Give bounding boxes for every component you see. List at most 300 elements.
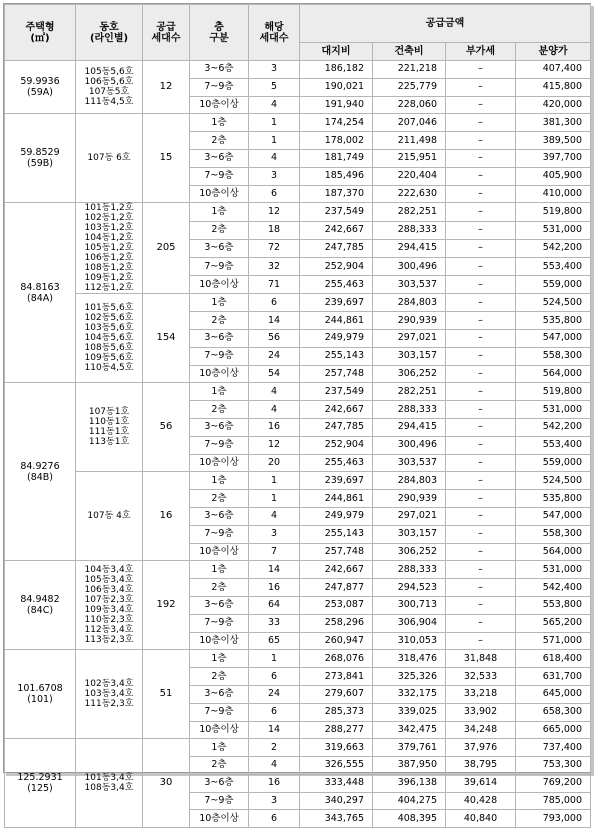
building-price-cell: 404,275 bbox=[373, 792, 446, 810]
vat-cell: – bbox=[446, 276, 516, 294]
building-price-cell: 288,333 bbox=[373, 401, 446, 419]
type-line: (59A) bbox=[27, 87, 53, 99]
table-row bbox=[5, 383, 591, 401]
building-line: 103동3,4호 bbox=[84, 689, 134, 700]
vat-cell: 33,218 bbox=[446, 685, 516, 703]
building-line: 103동1,2호 bbox=[84, 223, 134, 234]
building-price-cell: 408,395 bbox=[373, 810, 446, 828]
building-line: 109동5,6호 bbox=[84, 353, 134, 364]
supply-units-cell: 154 bbox=[143, 294, 190, 383]
building-price-cell: 342,475 bbox=[373, 721, 446, 739]
building-line: 113동1호 bbox=[88, 437, 130, 448]
land-price-cell: 247,877 bbox=[300, 579, 373, 597]
floor-cell: 1층 bbox=[190, 739, 249, 757]
land-price-cell: 340,297 bbox=[300, 792, 373, 810]
header-floor: 층 구분 bbox=[190, 5, 249, 61]
sale-price-cell: 559,000 bbox=[516, 454, 591, 472]
sale-price-cell: 397,700 bbox=[516, 149, 591, 167]
type-cell bbox=[5, 561, 76, 650]
building-line: 105동1,2호 bbox=[84, 243, 134, 254]
floor-cell: 3~6층 bbox=[190, 774, 249, 792]
sale-price-cell: 410,000 bbox=[516, 185, 591, 203]
vat-cell: – bbox=[446, 203, 516, 221]
building-price-cell: 294,415 bbox=[373, 418, 446, 436]
building-line: 109동1,2호 bbox=[84, 273, 134, 284]
table-row bbox=[5, 61, 591, 79]
units-cell: 6 bbox=[249, 703, 300, 721]
building-line: 107동5호 bbox=[88, 87, 130, 98]
sale-price-cell: 381,300 bbox=[516, 114, 591, 132]
building-price-cell: 294,523 bbox=[373, 579, 446, 597]
building-price-cell: 284,803 bbox=[373, 472, 446, 490]
vat-cell: – bbox=[446, 185, 516, 203]
type-line: (125) bbox=[27, 783, 53, 795]
vat-cell: 38,795 bbox=[446, 757, 516, 775]
floor-cell: 1층 bbox=[190, 203, 249, 221]
header-sale: 분양가 bbox=[516, 43, 591, 61]
table-row bbox=[5, 203, 591, 221]
building-line: 107동 4호 bbox=[87, 511, 131, 522]
floor-cell: 7~9층 bbox=[190, 436, 249, 454]
vat-cell: – bbox=[446, 365, 516, 383]
sale-price-cell: 558,300 bbox=[516, 347, 591, 365]
land-price-cell: 242,667 bbox=[300, 401, 373, 419]
vat-cell: – bbox=[446, 239, 516, 257]
floor-cell: 7~9층 bbox=[190, 614, 249, 632]
building-line: 106동5,6호 bbox=[84, 77, 134, 88]
vat-cell: – bbox=[446, 579, 516, 597]
units-cell: 32 bbox=[249, 257, 300, 275]
land-price-cell: 255,463 bbox=[300, 454, 373, 472]
table-row bbox=[5, 650, 591, 668]
building-price-cell: 303,537 bbox=[373, 276, 446, 294]
building-line: 111동4,5호 bbox=[84, 97, 134, 108]
table-row bbox=[5, 472, 591, 490]
land-price-cell: 326,555 bbox=[300, 757, 373, 775]
sale-price-cell: 519,800 bbox=[516, 203, 591, 221]
sale-price-cell: 542,200 bbox=[516, 239, 591, 257]
units-cell: 14 bbox=[249, 561, 300, 579]
vat-cell: 39,614 bbox=[446, 774, 516, 792]
building-price-cell: 300,496 bbox=[373, 436, 446, 454]
building-line: 110동4,5호 bbox=[84, 363, 134, 374]
building-price-cell: 300,496 bbox=[373, 257, 446, 275]
vat-cell: – bbox=[446, 614, 516, 632]
floor-cell: 1층 bbox=[190, 561, 249, 579]
building-price-cell: 339,025 bbox=[373, 703, 446, 721]
building-line: 105동5,6호 bbox=[84, 67, 134, 78]
units-cell: 16 bbox=[249, 774, 300, 792]
units-cell: 6 bbox=[249, 185, 300, 203]
vat-cell: – bbox=[446, 454, 516, 472]
sale-price-cell: 547,000 bbox=[516, 507, 591, 525]
building-price-cell: 288,333 bbox=[373, 221, 446, 239]
units-cell: 4 bbox=[249, 757, 300, 775]
building-line: 113동2,3호 bbox=[84, 635, 134, 646]
land-price-cell: 253,087 bbox=[300, 596, 373, 614]
floor-cell: 2층 bbox=[190, 579, 249, 597]
header-building: 동호 (라인별) bbox=[76, 5, 143, 61]
sale-price-cell: 519,800 bbox=[516, 383, 591, 401]
sale-price-cell: 420,000 bbox=[516, 96, 591, 114]
units-cell: 4 bbox=[249, 401, 300, 419]
sale-price-cell: 665,000 bbox=[516, 721, 591, 739]
units-cell: 12 bbox=[249, 203, 300, 221]
vat-cell: – bbox=[446, 96, 516, 114]
supply-units-cell: 205 bbox=[143, 203, 190, 294]
header-vat: 부가세 bbox=[446, 43, 516, 61]
sale-price-cell: 564,000 bbox=[516, 365, 591, 383]
vat-cell: – bbox=[446, 347, 516, 365]
vat-cell: – bbox=[446, 490, 516, 508]
land-price-cell: 255,143 bbox=[300, 347, 373, 365]
vat-cell: – bbox=[446, 383, 516, 401]
sale-price-cell: 559,000 bbox=[516, 276, 591, 294]
price-table-frame bbox=[3, 3, 591, 824]
units-cell: 4 bbox=[249, 507, 300, 525]
header-supply-units: 공급 세대수 bbox=[143, 5, 190, 61]
floor-cell: 2층 bbox=[190, 757, 249, 775]
building-price-cell: 310,053 bbox=[373, 632, 446, 650]
building-line: 104동5,6호 bbox=[84, 333, 134, 344]
sale-price-cell: 542,400 bbox=[516, 579, 591, 597]
building-price-cell: 332,175 bbox=[373, 685, 446, 703]
units-cell: 1 bbox=[249, 490, 300, 508]
type-line: (84B) bbox=[26, 471, 54, 483]
building-line: 105동3,4호 bbox=[84, 575, 134, 586]
land-price-cell: 333,448 bbox=[300, 774, 373, 792]
building-line: 104동1,2호 bbox=[84, 233, 134, 244]
building-price-cell: 220,404 bbox=[373, 167, 446, 185]
units-cell: 54 bbox=[249, 365, 300, 383]
building-price-cell: 284,803 bbox=[373, 294, 446, 312]
floor-cell: 10층이상 bbox=[190, 632, 249, 650]
building-line: 104동3,4호 bbox=[84, 565, 134, 576]
supply-units-cell: 12 bbox=[143, 61, 190, 114]
building-price-cell: 303,157 bbox=[373, 525, 446, 543]
units-cell: 3 bbox=[249, 167, 300, 185]
building-line: 108동5,6호 bbox=[84, 343, 134, 354]
units-cell: 7 bbox=[249, 543, 300, 561]
sale-price-cell: 793,000 bbox=[516, 810, 591, 828]
land-price-cell: 255,463 bbox=[300, 276, 373, 294]
floor-cell: 3~6층 bbox=[190, 149, 249, 167]
building-price-cell: 306,252 bbox=[373, 543, 446, 561]
floor-cell: 10층이상 bbox=[190, 810, 249, 828]
building-cell bbox=[76, 294, 143, 383]
floor-cell: 7~9층 bbox=[190, 257, 249, 275]
sale-price-cell: 524,500 bbox=[516, 472, 591, 490]
building-line: 109동3,4호 bbox=[84, 605, 134, 616]
land-price-cell: 190,021 bbox=[300, 78, 373, 96]
building-price-cell: 387,950 bbox=[373, 757, 446, 775]
vat-cell: – bbox=[446, 221, 516, 239]
units-cell: 1 bbox=[249, 472, 300, 490]
vat-cell: – bbox=[446, 132, 516, 150]
floor-cell: 1층 bbox=[190, 650, 249, 668]
land-price-cell: 279,607 bbox=[300, 685, 373, 703]
units-cell: 33 bbox=[249, 614, 300, 632]
sale-price-cell: 531,000 bbox=[516, 401, 591, 419]
floor-cell: 2층 bbox=[190, 221, 249, 239]
type-line: (59B) bbox=[26, 158, 54, 170]
header-type: 주택형 (㎡) bbox=[5, 5, 76, 61]
building-price-cell: 215,951 bbox=[373, 149, 446, 167]
floor-cell: 10층이상 bbox=[190, 96, 249, 114]
type-cell bbox=[5, 203, 76, 383]
units-cell: 20 bbox=[249, 454, 300, 472]
table-row bbox=[5, 114, 591, 132]
vat-cell: 32,533 bbox=[446, 668, 516, 686]
building-line: 112동3,4호 bbox=[84, 625, 134, 636]
type-cell bbox=[5, 739, 76, 828]
units-cell: 56 bbox=[249, 329, 300, 347]
floor-cell: 10층이상 bbox=[190, 365, 249, 383]
building-price-cell: 221,218 bbox=[373, 61, 446, 79]
table-row bbox=[5, 739, 591, 757]
floor-cell: 10층이상 bbox=[190, 543, 249, 561]
building-line: 101동5,6호 bbox=[84, 303, 134, 314]
sale-price-cell: 553,800 bbox=[516, 596, 591, 614]
units-cell: 71 bbox=[249, 276, 300, 294]
building-line: 108동3,4호 bbox=[84, 783, 134, 794]
type-cell bbox=[5, 114, 76, 203]
header-building-cost: 건축비 bbox=[373, 43, 446, 61]
building-cell bbox=[76, 739, 143, 828]
vat-cell: – bbox=[446, 61, 516, 79]
building-cell bbox=[76, 383, 143, 472]
units-cell: 4 bbox=[249, 96, 300, 114]
vat-cell: 34,248 bbox=[446, 721, 516, 739]
units-cell: 3 bbox=[249, 792, 300, 810]
units-cell: 14 bbox=[249, 312, 300, 330]
floor-cell: 3~6층 bbox=[190, 61, 249, 79]
units-cell: 14 bbox=[249, 721, 300, 739]
sale-price-cell: 571,000 bbox=[516, 632, 591, 650]
land-price-cell: 237,549 bbox=[300, 203, 373, 221]
type-line: 84.9276 bbox=[20, 460, 60, 472]
units-cell: 1 bbox=[249, 132, 300, 150]
floor-cell: 1층 bbox=[190, 294, 249, 312]
floor-cell: 10층이상 bbox=[190, 721, 249, 739]
building-price-cell: 303,537 bbox=[373, 454, 446, 472]
supply-units-cell: 30 bbox=[143, 739, 190, 828]
sale-price-cell: 631,700 bbox=[516, 668, 591, 686]
supply-units-cell: 192 bbox=[143, 561, 190, 650]
land-price-cell: 187,370 bbox=[300, 185, 373, 203]
land-price-cell: 247,785 bbox=[300, 239, 373, 257]
units-cell: 2 bbox=[249, 739, 300, 757]
building-line: 101동1,2호 bbox=[84, 203, 134, 214]
building-price-cell: 282,251 bbox=[373, 203, 446, 221]
sale-price-cell: 645,000 bbox=[516, 685, 591, 703]
land-price-cell: 285,373 bbox=[300, 703, 373, 721]
type-line: 84.9482 bbox=[20, 594, 60, 606]
building-line: 111동2,3호 bbox=[84, 699, 134, 710]
units-cell: 24 bbox=[249, 685, 300, 703]
type-line: (84A) bbox=[27, 292, 53, 304]
floor-cell: 3~6층 bbox=[190, 507, 249, 525]
units-cell: 1 bbox=[249, 650, 300, 668]
header-land: 대지비 bbox=[300, 43, 373, 61]
building-cell bbox=[76, 650, 143, 739]
header-units: 해당 세대수 bbox=[249, 5, 300, 61]
type-line: (84C) bbox=[26, 605, 54, 617]
building-line: 106동1,2호 bbox=[84, 253, 134, 264]
land-price-cell: 178,002 bbox=[300, 132, 373, 150]
vat-cell: 40,428 bbox=[446, 792, 516, 810]
type-line: 59.8529 bbox=[20, 147, 60, 159]
vat-cell: – bbox=[446, 436, 516, 454]
floor-cell: 1층 bbox=[190, 472, 249, 490]
floor-cell: 3~6층 bbox=[190, 239, 249, 257]
floor-cell: 1층 bbox=[190, 114, 249, 132]
building-line: 102동5,6호 bbox=[84, 313, 134, 324]
type-line: 101.6708 bbox=[17, 683, 63, 695]
sale-price-cell: 769,200 bbox=[516, 774, 591, 792]
building-price-cell: 211,498 bbox=[373, 132, 446, 150]
land-price-cell: 247,785 bbox=[300, 418, 373, 436]
vat-cell: – bbox=[446, 294, 516, 312]
floor-cell: 2층 bbox=[190, 490, 249, 508]
building-price-cell: 297,021 bbox=[373, 507, 446, 525]
sale-price-cell: 553,400 bbox=[516, 436, 591, 454]
sale-price-cell: 558,300 bbox=[516, 525, 591, 543]
type-line: 59.9936 bbox=[20, 76, 60, 88]
supply-units-cell: 56 bbox=[143, 383, 190, 472]
vat-cell: – bbox=[446, 78, 516, 96]
land-price-cell: 239,697 bbox=[300, 472, 373, 490]
land-price-cell: 185,496 bbox=[300, 167, 373, 185]
land-price-cell: 273,841 bbox=[300, 668, 373, 686]
floor-cell: 3~6층 bbox=[190, 685, 249, 703]
sale-price-cell: 785,000 bbox=[516, 792, 591, 810]
vat-cell: 33,902 bbox=[446, 703, 516, 721]
units-cell: 72 bbox=[249, 239, 300, 257]
building-line: 107동2,3호 bbox=[84, 595, 134, 606]
units-cell: 65 bbox=[249, 632, 300, 650]
units-cell: 1 bbox=[249, 114, 300, 132]
building-line: 103동5,6호 bbox=[84, 323, 134, 334]
units-cell: 64 bbox=[249, 596, 300, 614]
floor-cell: 2층 bbox=[190, 132, 249, 150]
building-price-cell: 306,252 bbox=[373, 365, 446, 383]
building-price-cell: 222,630 bbox=[373, 185, 446, 203]
land-price-cell: 257,748 bbox=[300, 365, 373, 383]
supply-price-table bbox=[4, 4, 591, 828]
land-price-cell: 288,277 bbox=[300, 721, 373, 739]
floor-cell: 7~9층 bbox=[190, 167, 249, 185]
land-price-cell: 244,861 bbox=[300, 490, 373, 508]
header-price: 공급금액 bbox=[300, 5, 591, 43]
land-price-cell: 260,947 bbox=[300, 632, 373, 650]
units-cell: 4 bbox=[249, 383, 300, 401]
building-cell bbox=[76, 61, 143, 114]
type-line: 84.8163 bbox=[20, 281, 60, 293]
sale-price-cell: 531,000 bbox=[516, 561, 591, 579]
sale-price-cell: 524,500 bbox=[516, 294, 591, 312]
land-price-cell: 343,765 bbox=[300, 810, 373, 828]
units-cell: 18 bbox=[249, 221, 300, 239]
vat-cell: – bbox=[446, 543, 516, 561]
vat-cell: – bbox=[446, 596, 516, 614]
land-price-cell: 258,296 bbox=[300, 614, 373, 632]
building-cell bbox=[76, 561, 143, 650]
building-price-cell: 288,333 bbox=[373, 561, 446, 579]
building-cell bbox=[76, 203, 143, 294]
units-cell: 3 bbox=[249, 525, 300, 543]
type-cell bbox=[5, 650, 76, 739]
land-price-cell: 186,182 bbox=[300, 61, 373, 79]
land-price-cell: 242,667 bbox=[300, 221, 373, 239]
sale-price-cell: 737,400 bbox=[516, 739, 591, 757]
vat-cell: – bbox=[446, 561, 516, 579]
vat-cell: – bbox=[446, 632, 516, 650]
land-price-cell: 249,979 bbox=[300, 329, 373, 347]
building-cell bbox=[76, 114, 143, 203]
vat-cell: – bbox=[446, 525, 516, 543]
building-line: 102동3,4호 bbox=[84, 679, 134, 690]
building-line: 107동1호 bbox=[88, 407, 130, 418]
land-price-cell: 174,254 bbox=[300, 114, 373, 132]
building-line: 102동1,2호 bbox=[84, 213, 134, 224]
floor-cell: 7~9층 bbox=[190, 703, 249, 721]
building-line: 110동2,3호 bbox=[84, 615, 134, 626]
building-price-cell: 225,779 bbox=[373, 78, 446, 96]
land-price-cell: 249,979 bbox=[300, 507, 373, 525]
land-price-cell: 181,749 bbox=[300, 149, 373, 167]
vat-cell: 31,848 bbox=[446, 650, 516, 668]
units-cell: 16 bbox=[249, 579, 300, 597]
building-price-cell: 297,021 bbox=[373, 329, 446, 347]
land-price-cell: 252,904 bbox=[300, 436, 373, 454]
units-cell: 3 bbox=[249, 61, 300, 79]
building-price-cell: 303,157 bbox=[373, 347, 446, 365]
floor-cell: 2층 bbox=[190, 668, 249, 686]
building-price-cell: 294,415 bbox=[373, 239, 446, 257]
floor-cell: 2층 bbox=[190, 312, 249, 330]
vat-cell: – bbox=[446, 149, 516, 167]
building-price-cell: 396,138 bbox=[373, 774, 446, 792]
building-line: 110동1호 bbox=[88, 417, 130, 428]
floor-cell: 7~9층 bbox=[190, 525, 249, 543]
sale-price-cell: 535,800 bbox=[516, 490, 591, 508]
building-price-cell: 290,939 bbox=[373, 312, 446, 330]
floor-cell: 3~6층 bbox=[190, 418, 249, 436]
sale-price-cell: 542,200 bbox=[516, 418, 591, 436]
building-price-cell: 306,904 bbox=[373, 614, 446, 632]
units-cell: 12 bbox=[249, 436, 300, 454]
type-cell bbox=[5, 61, 76, 114]
sale-price-cell: 753,300 bbox=[516, 757, 591, 775]
type-line: (101) bbox=[27, 694, 53, 706]
units-cell: 6 bbox=[249, 668, 300, 686]
building-price-cell: 290,939 bbox=[373, 490, 446, 508]
supply-units-cell: 15 bbox=[143, 114, 190, 203]
units-cell: 16 bbox=[249, 418, 300, 436]
type-line: 125.2931 bbox=[17, 772, 63, 784]
units-cell: 24 bbox=[249, 347, 300, 365]
vat-cell: – bbox=[446, 312, 516, 330]
building-line: 108동1,2호 bbox=[84, 263, 134, 274]
vat-cell: 37,976 bbox=[446, 739, 516, 757]
building-cell bbox=[76, 472, 143, 561]
floor-cell: 1층 bbox=[190, 383, 249, 401]
land-price-cell: 268,076 bbox=[300, 650, 373, 668]
sale-price-cell: 535,800 bbox=[516, 312, 591, 330]
building-line: 101동3,4호 bbox=[84, 773, 134, 784]
land-price-cell: 319,663 bbox=[300, 739, 373, 757]
